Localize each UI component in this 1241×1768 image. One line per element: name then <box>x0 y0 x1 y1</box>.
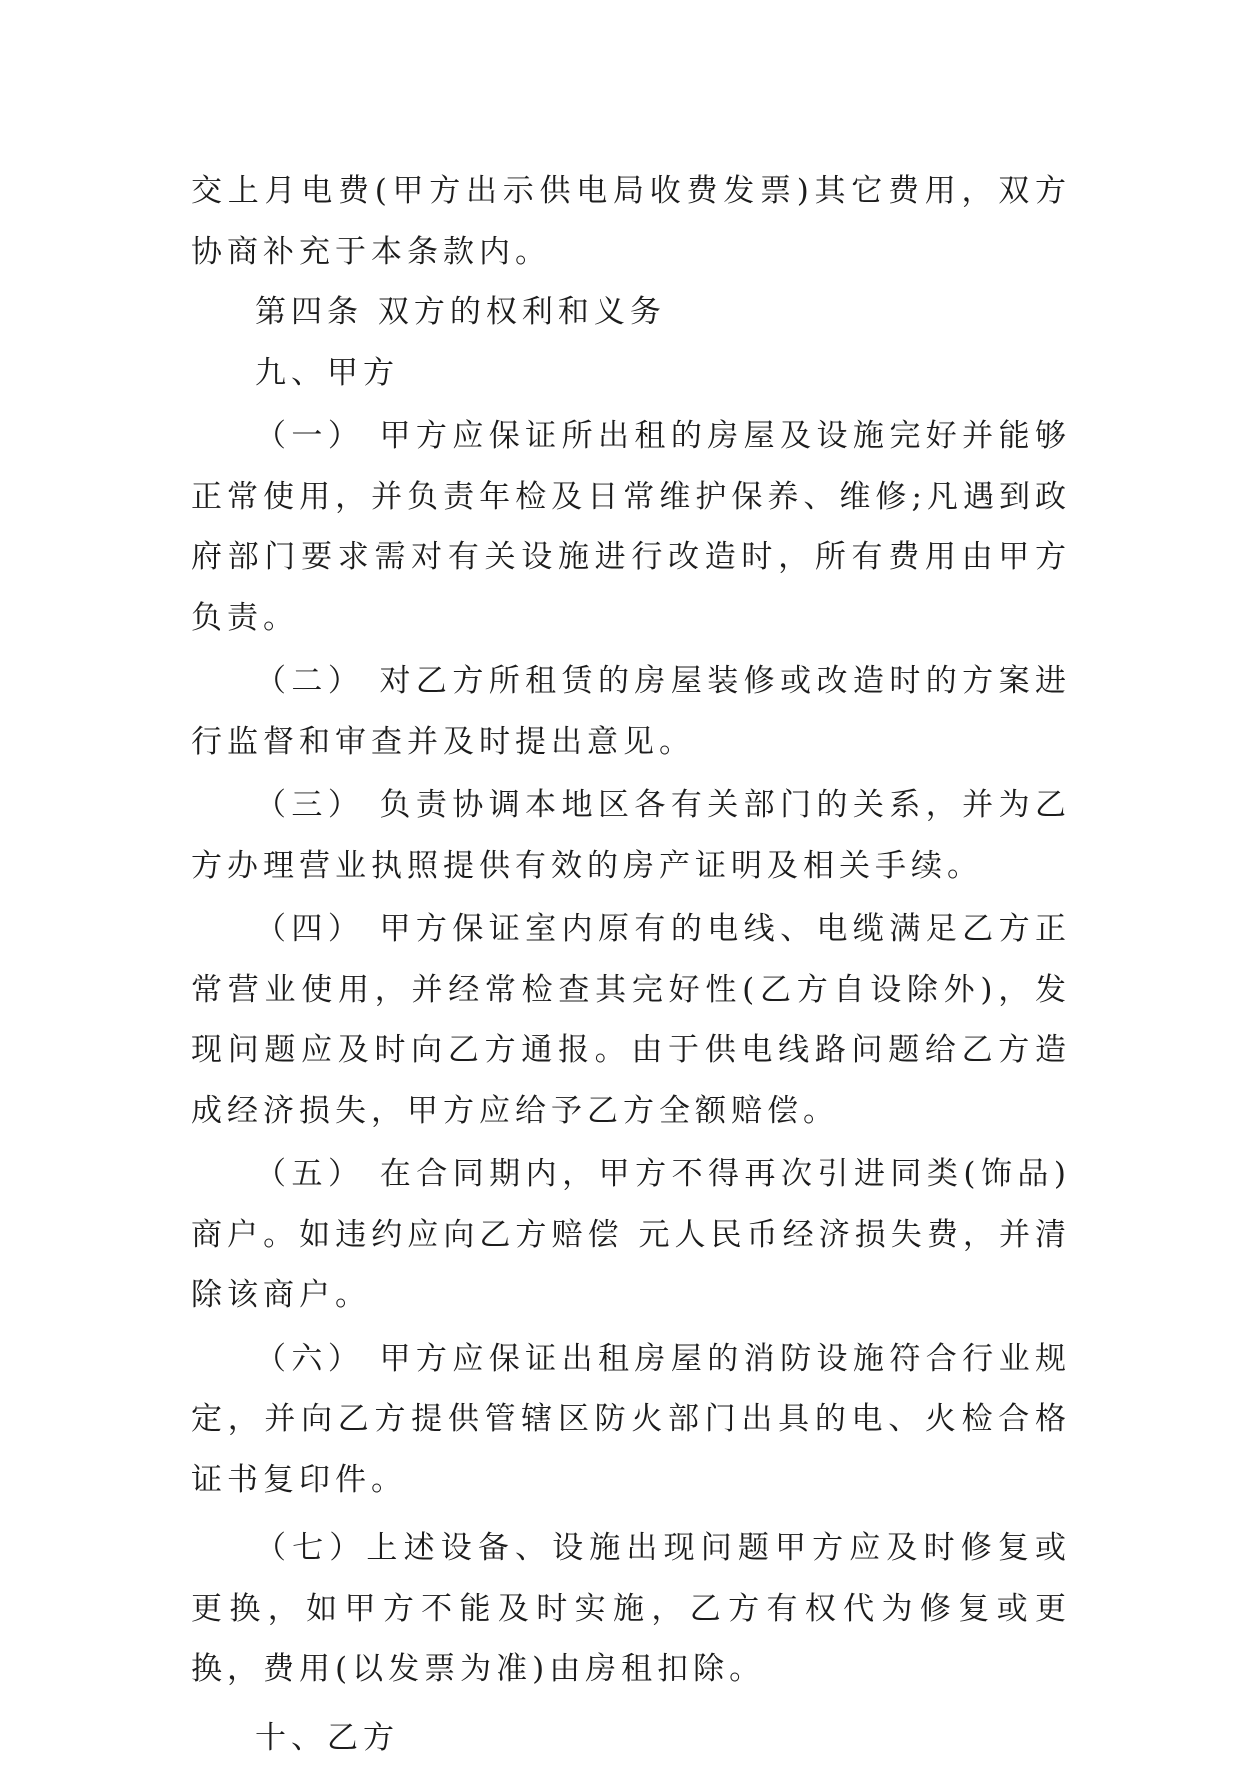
paragraph-fee-clause: 交上月电费(甲方出示供电局收费发票)其它费用，双方协商补充于本条款内。 <box>191 161 1071 282</box>
clause-a-6: （六） 甲方应保证出租房屋的消防设施符合行业规定，并向乙方提供管辖区防火部门出具的电、火检合格证书复印件。 <box>191 1329 1071 1511</box>
clause-a-1: （一） 甲方应保证所出租的房屋及设施完好并能够正常使用，并负责年检及日常维护保养、维修;凡遇到政府部门要求需对有关设施进行改造时，所有费用由甲方负责。 <box>191 406 1071 648</box>
clause-a-7: （七）上述设备、设施出现问题甲方应及时修复或更换，如甲方不能及时实施，乙方有权代为修复或更换，费用(以发票为准)由房租扣除。 <box>191 1518 1071 1700</box>
clause-a-4: （四） 甲方保证室内原有的电线、电缆满足乙方正常营业使用，并经常检查其完好性(乙方自设除外)，发现问题应及时向乙方通报。由于供电线路问题给乙方造成经济损失，甲方应给予乙方全额赔偿。 <box>191 899 1071 1141</box>
clause-a-5: （五） 在合同期内，甲方不得再次引进同类(饰品)商户。如违约应向乙方赔偿 元人民币经济损失费，并清除该商户。 <box>191 1144 1071 1326</box>
section-heading-party-b: 十、乙方 <box>191 1708 1071 1768</box>
clause-a-2: （二） 对乙方所租赁的房屋装修或改造时的方案进行监督和审查并及时提出意见。 <box>191 651 1071 772</box>
document-body <box>191 161 1071 1768</box>
section-heading-party-a: 九、甲方 <box>191 343 1071 404</box>
article-heading-four: 第四条 双方的权利和义务 <box>191 282 1071 343</box>
clause-a-3: （三） 负责协调本地区各有关部门的关系，并为乙方办理营业执照提供有效的房产证明及相关手续。 <box>191 775 1071 896</box>
